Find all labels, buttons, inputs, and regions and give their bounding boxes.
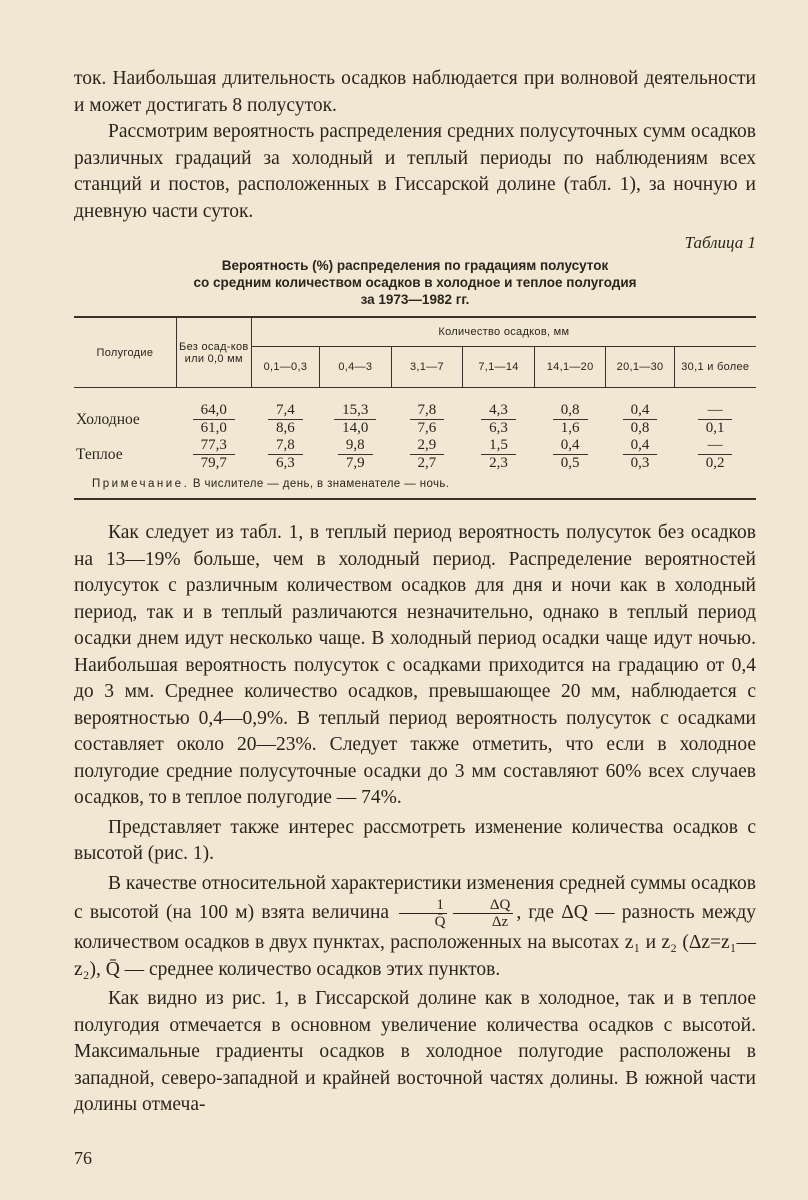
table-cell — [320, 437, 392, 472]
table-cell — [463, 437, 535, 472]
cell-day-value: 15,3 — [334, 402, 376, 420]
table-cell — [534, 388, 606, 438]
table-cell — [391, 388, 463, 438]
precipitation-table — [74, 316, 756, 500]
cell-night-value: 79,7 — [200, 455, 227, 471]
cell-day-value: 7,4 — [268, 402, 303, 420]
table-cell — [674, 388, 756, 438]
header-no-precip: Без осад-ков или 0,0 мм — [176, 317, 251, 388]
cell-night-value: 0,1 — [705, 420, 725, 436]
cell-day-value: 7,8 — [410, 402, 445, 420]
header-gradation: 20,1—30 — [606, 347, 674, 388]
cell-night-value: 14,0 — [342, 420, 369, 436]
row-period-name: Холодное — [76, 410, 140, 428]
cell-day-value: 0,8 — [553, 402, 588, 420]
table-note — [74, 472, 756, 499]
table-cell — [320, 388, 392, 438]
table-cell — [606, 437, 674, 472]
table-cell — [674, 437, 756, 472]
paragraph-2: Рассмотрим вероятность распределения средних полусуточных сумм осадков различных градаций за холодный и теплый периоды по наблюдениям всех станций и постов, расположенных в Гиссарской долине (табл. 1), за ночную и дневную части суток. — [74, 121, 756, 222]
header-gradation: 0,4—3 — [320, 347, 392, 388]
row-period-name: Теплое — [76, 445, 123, 463]
cell-day-value: — — [698, 402, 733, 420]
cell-day-value: 4,3 — [481, 402, 516, 420]
table-cell — [176, 388, 251, 438]
cell-night-value: 7,9 — [345, 455, 365, 471]
cell-day-value: 9,8 — [338, 437, 373, 455]
cell-day-value: 1,5 — [481, 437, 516, 455]
cell-night-value: 0,3 — [630, 455, 650, 471]
table-title-line-2: со средним количеством осадков в холодное и теплое полугодия — [193, 275, 637, 290]
header-period: Полугодие — [74, 317, 176, 388]
fraction-one-over-q: $\frac{1}{Q̄}$ — [399, 897, 447, 930]
header-gradation: 14,1—20 — [534, 347, 606, 388]
table-cell — [463, 388, 535, 438]
table-cell — [176, 437, 251, 472]
header-precip-amount: Количество осадков, мм — [251, 317, 756, 347]
cell-night-value: 0,5 — [560, 455, 580, 471]
table-cell — [534, 437, 606, 472]
table-cell — [251, 388, 319, 438]
cell-night-value: 2,7 — [417, 455, 437, 471]
cell-night-value: 7,6 — [417, 420, 437, 436]
table-label: Таблица 1 — [684, 233, 756, 252]
paragraph-6: Как видно из рис. 1, в Гиссарской долине как в холодное, так и в теплое полугодия отмечается в основном увеличение количества осадков с высотой. Максимальные градиенты осадков в холодное полугодие расположены в западной, северо-западной и крайней восточной частях долины. В южной части долины отмеча- — [74, 988, 756, 1115]
cell-day-value: 77,3 — [193, 437, 235, 455]
cell-day-value: 64,0 — [193, 402, 235, 420]
page-number: 76 — [74, 1148, 92, 1168]
paragraph-4: Представляет также интерес рассмотреть изменение количества осадков с высотой (рис. 1). — [74, 816, 756, 864]
header-gradation: 3,1—7 — [391, 347, 463, 388]
cell-day-value: 0,4 — [623, 437, 658, 455]
cell-night-value: 0,2 — [705, 455, 725, 471]
table-title-line-1: Вероятность (%) распределения по градациям полусуток — [221, 258, 609, 273]
cell-night-value: 6,3 — [276, 455, 295, 471]
cell-night-value: 0,8 — [630, 420, 650, 436]
paragraph-5-after: , где ΔQ — разность между количеством осадков в двух пунктах, расположенных на высотах z₁ и z₂ (Δz=z₁—z₂), Q̄ — среднее количество осадков этих пунктов. — [74, 901, 757, 980]
cell-day-value: 0,4 — [553, 437, 588, 455]
cell-night-value: 8,6 — [276, 420, 295, 436]
note-text: В числителе — день, в знаменателе — ночь. — [192, 478, 450, 490]
header-gradation: 0,1—0,3 — [251, 347, 319, 388]
cell-day-value: 0,4 — [623, 402, 658, 420]
paragraph-5 — [74, 871, 756, 984]
cell-night-value: 1,6 — [560, 420, 580, 436]
cell-day-value: 7,8 — [268, 437, 303, 455]
page-body — [74, 66, 756, 1119]
paragraph-5-before: В качестве относительной характеристики изменения средней суммы осадков с высотой (на 100 м) взята величина — [74, 872, 756, 923]
cell-day-value: 2,9 — [410, 437, 445, 455]
paragraph-1: ток. Наибольшая длительность осадков наблюдается при волновой деятельности и может достигать 8 полусуток. — [74, 68, 756, 116]
header-gradation: 30,1 и более — [674, 347, 756, 388]
table-title-line-3: за 1973—1982 гг. — [360, 292, 470, 307]
note-label: Примечание. — [92, 478, 190, 490]
header-gradation: 7,1—14 — [463, 347, 535, 388]
cell-night-value: 2,3 — [489, 455, 508, 471]
table-row — [74, 437, 756, 472]
cell-night-value: 61,0 — [200, 420, 227, 436]
cell-night-value: 6,3 — [489, 420, 508, 436]
paragraph-3: Как следует из табл. 1, в теплый период вероятность полусуток без осадков на 13—19% больше, чем в холодный период. Распределение вероятностей полусуток с различным количеством осадков для дня и ночи как в холодный период, так и в теплый различаются незначительно, однако в теплый период осадки днем идут несколько чаще. В холодный период осадки чаще идут ночью. Наибольшая вероятность полусуток с осадками приходится на градацию от 0,4 до 3 мм. Среднее количество осадков, превышающее 20 мм, наблюдается с вероятностью 0,4—0,9%. В теплый период вероятность полусуток с осадками составляет около 20—23%. Следует также отметить, что если в холодное полугодие средние полусуточные осадки до 3 мм составляют 60% всех случаев осадков, то в теплое полугодие — 74%. — [74, 522, 756, 808]
table-cell — [251, 437, 319, 472]
table-cell — [606, 388, 674, 438]
table-row — [74, 388, 756, 438]
table-cell — [391, 437, 463, 472]
cell-day-value: — — [698, 437, 733, 455]
table-title — [74, 257, 756, 308]
fraction-dq-over-dz: $\frac{\Delta Q}{\Delta z}$ — [453, 897, 513, 930]
